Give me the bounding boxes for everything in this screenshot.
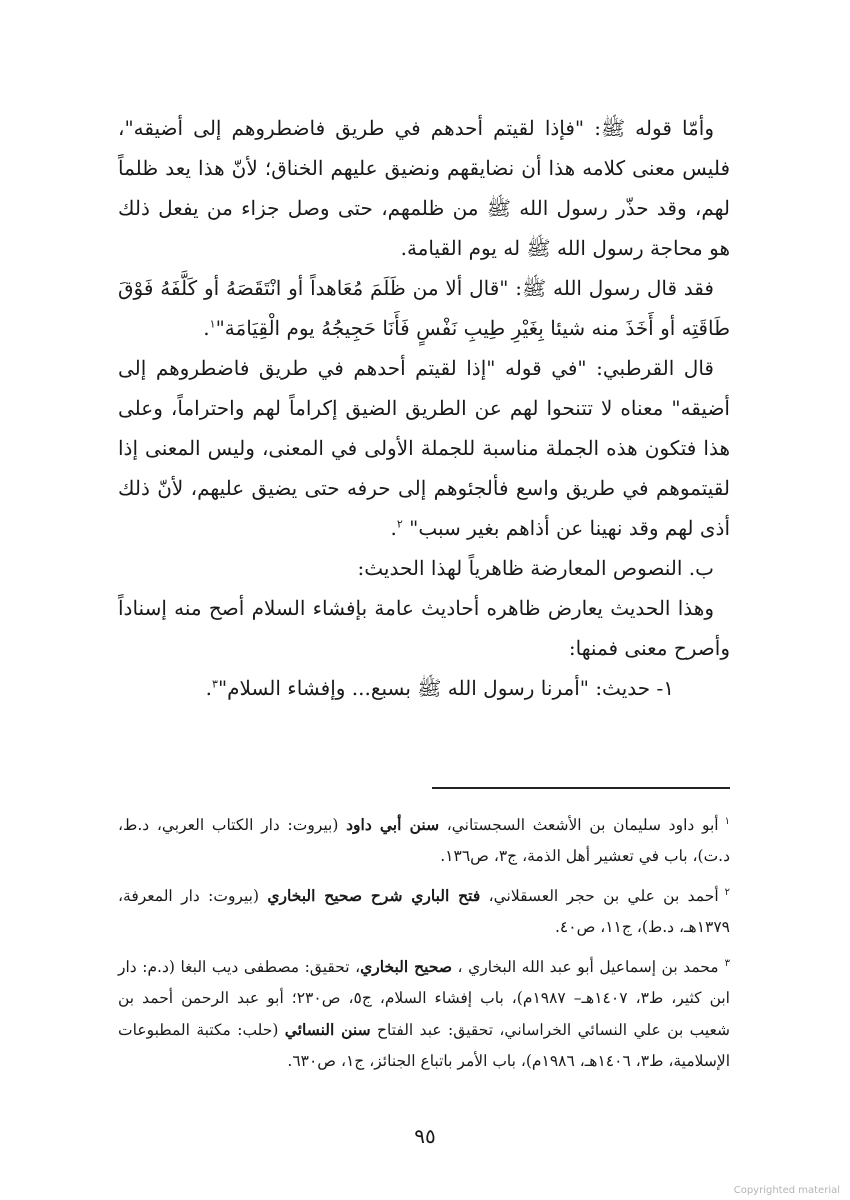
footnote-divider	[432, 787, 730, 789]
footnote-book-title: سنن النسائي	[284, 1020, 371, 1040]
list-item-1	[118, 668, 730, 708]
footnote-ref-1[interactable]: ١	[209, 317, 216, 331]
footnote-1	[118, 806, 730, 872]
section-heading	[118, 548, 730, 588]
paragraph-3-text: قال القرطبي: "في قوله "إذا لقيتم أحدهم في طريق فاضطروهم إلى أضيقه" معناه لا تتنحوا لهم عن الطريق الضيق إكراماً لهم واحتراماً، وعلى هذا فتكون هذه الجملة مناسبة للجملة الأولى في المعنى، وليس المعنى إذا لقيتموهم في طريق واسع فألجئوهم إلى حرفه حتى يضيق عليهم، لأنّ ذلك أذى لهم وقد نهينا عن أذاهم بغير سبب"	[118, 356, 730, 540]
footnote-book-title: فتح الباري شرح صحيح البخاري	[267, 886, 481, 906]
footnote-text: أحمد بن علي بن حجر العسقلاني،	[480, 887, 719, 906]
paragraph-3	[118, 348, 730, 548]
page-number: ٩٥	[414, 1124, 436, 1148]
copyright-watermark: Copyrighted material	[733, 1185, 840, 1196]
footnote-text: (بيروت: دار المعرفة، ١٣٧٩هـ، د.ط)، ج١١، ص٤٠.	[118, 887, 730, 937]
footnote-book-title: صحيح البخاري	[360, 957, 453, 977]
footnote-2	[118, 877, 730, 943]
footnotes	[118, 806, 730, 1082]
paragraph-4	[118, 588, 730, 668]
paragraph-4-text: وهذا الحديث يعارض ظاهره أحاديث عامة بإفشاء السلام أصح منه إسناداً وأصرح معنى فمنها:	[118, 596, 730, 660]
footnote-3	[118, 948, 730, 1077]
paragraph-2-end: .	[203, 316, 210, 340]
footnote-text: (حلب: مكتبة المطبوعات الإسلامية، ط٣، ١٤٠٦هـ، ١٩٨٦م)، باب الأمر باتباع الجنائز، ج١، ص٦٣٠.	[118, 1021, 730, 1071]
paragraph-3-end: .	[390, 516, 397, 540]
footnote-number: ١	[724, 816, 730, 827]
footnote-book-title: سنن أبي داود	[346, 815, 440, 835]
list-item-1-text: ١- حديث: "أمرنا رسول الله ﷺ بسبع... وإفشاء السلام"	[217, 676, 674, 700]
footnote-number: ٢	[724, 887, 731, 899]
footnote-text: أبو داود سليمان بن الأشعث السجستاني،	[439, 816, 719, 835]
paragraph-1-text: وأمّا قوله ﷺ: "فإذا لقيتم أحدهم في طريق فاضطروهم إلى أضيقه"، فليس معنى كلامه هذا أن نضايقهم ونضيق عليهم الخناق؛ لأنّ هذا يعد ظلماً لهم، وقد حذّر رسول الله ﷺ من ظلمهم، حتى وصل جزاء من يفعل ذلك هو محاجة رسول الله ﷺ له يوم القيامة.	[118, 116, 730, 260]
footnote-text: محمد بن إسماعيل أبو عبد الله البخاري ،	[452, 958, 719, 977]
footnote-text: (بيروت: دار الكتاب العربي، د.ط، د.ت)، باب في تعشير أهل الذمة، ج٣، ص١٣٦.	[118, 816, 730, 866]
footnote-ref-2[interactable]: ٢	[396, 517, 403, 531]
list-item-1-end: .	[205, 676, 213, 700]
footnote-text: ، تحقيق: مصطفى ديب البغا (د.م: دار ابن كثير، ط٣، ١٤٠٧هـ– ١٩٨٧م)، باب إفشاء السلام، ج٥، ص٢٣٠؛ أبو عبد الرحمن أحمد بن شعيب بن علي النسائي الخراساني، تحقيق: عبد الفتاح	[118, 958, 730, 1040]
section-heading-text: ب. النصوص المعارضة ظاهرياً لهذا الحديث:	[357, 556, 714, 580]
paragraph-2-text: فقد قال رسول الله ﷺ: "قال ألا من ظَلَمَ مُعَاهداً أو انْتَقَصَهُ أو كَلَّفَهُ فَوْقَ طَاقَتِه أو أَخَذَ منه شيئا بِغَيْرِ طِيبِ نَفْسٍ فَأَنَا حَجِيجُهُ يوم الْقِيَامَة"	[118, 276, 730, 340]
main-text	[118, 108, 730, 708]
footnote-ref-3[interactable]: ٣	[212, 677, 218, 691]
footnote-number: ٣	[724, 958, 730, 970]
paragraph-2	[118, 268, 730, 348]
paragraph-1	[118, 108, 730, 268]
